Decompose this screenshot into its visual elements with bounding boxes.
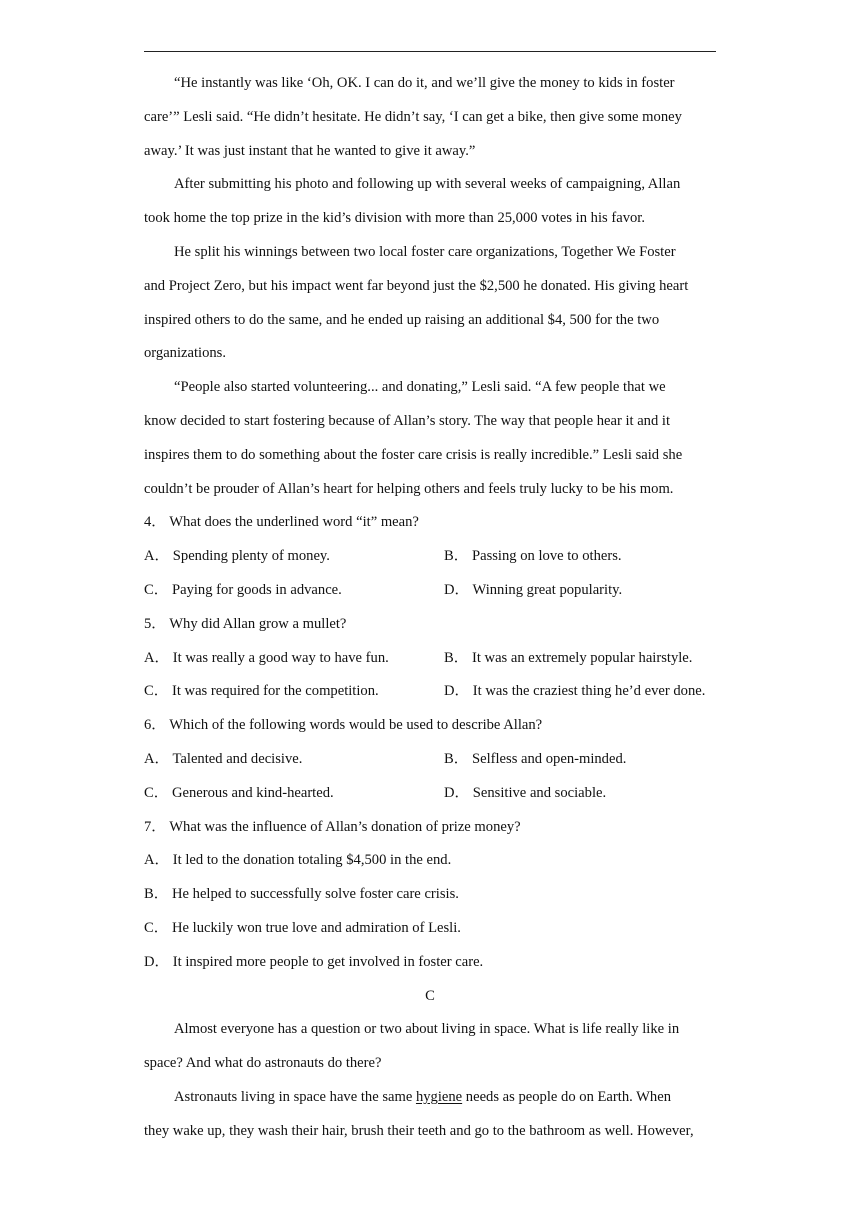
question-6-stem: 6． Which of the following words would be used to describe Allan?	[144, 717, 543, 733]
question-4-option-b: B． Passing on love to others.	[444, 548, 622, 564]
paragraph-line: away.’ It was just instant that he wanted to give it away.”	[144, 143, 476, 159]
question-6-option-a: A． Talented and decisive.	[144, 751, 303, 767]
paragraph-line: organizations.	[144, 345, 227, 361]
paragraph-line: couldn’t be prouder of Allan’s heart for helping others and feels truly lucky to be his mom.	[144, 481, 674, 497]
paragraph-line: Almost everyone has a question or two about living in space. What is life really like in	[174, 1021, 680, 1037]
paragraph-line: know decided to start fostering because of Allan’s story. The way that people hear it and it	[144, 413, 671, 429]
text-run: Astronauts living in space have the same	[174, 1089, 416, 1105]
question-6-option-c: C． Generous and kind-hearted.	[144, 785, 334, 801]
paragraph-line: inspired others to do the same, and he ended up raising an additional $4, 500 for the two	[144, 312, 660, 328]
question-4-option-a: A． Spending plenty of money.	[144, 548, 330, 564]
paragraph-line: After submitting his photo and following up with several weeks of campaigning, Allan	[174, 176, 681, 192]
header-rule	[144, 51, 716, 52]
question-7-option-d: D． It inspired more people to get involved in foster care.	[144, 954, 484, 970]
paragraph-line: “He instantly was like ‘Oh, OK. I can do it, and we’ll give the money to kids in foster	[174, 75, 675, 91]
question-5-stem: 5． Why did Allan grow a mullet?	[144, 616, 347, 632]
paragraph-line: took home the top prize in the kid’s division with more than 25,000 votes in his favor.	[144, 210, 645, 226]
paragraph-line: He split his winnings between two local foster care organizations, Together We Foster	[174, 244, 676, 260]
question-4-option-d: D． Winning great popularity.	[444, 582, 623, 598]
paragraph-line: and Project Zero, but his impact went far beyond just the $2,500 he donated. His giving heart	[144, 278, 689, 294]
question-5-option-c: C． It was required for the competition.	[144, 683, 379, 699]
question-7-option-b: B． He helped to successfully solve foster care crisis.	[144, 886, 459, 902]
paragraph-line: they wake up, they wash their hair, brush their teeth and go to the bathroom as well. However,	[144, 1123, 694, 1139]
paragraph-line	[174, 1087, 671, 1107]
question-5-option-b: B． It was an extremely popular hairstyle.	[444, 650, 693, 666]
question-7-option-c: C． He luckily won true love and admiration of Lesli.	[144, 920, 461, 936]
paragraph-line: care’” Lesli said. “He didn’t hesitate. He didn’t say, ‘I can get a bike, then give some money	[144, 109, 682, 125]
question-6-option-b: B． Selfless and open-minded.	[444, 751, 627, 767]
text-run: needs as people do on Earth. When	[462, 1089, 672, 1105]
question-5-option-d: D． It was the craziest thing he’d ever done.	[444, 683, 706, 699]
section-heading: C	[425, 988, 435, 1004]
paragraph-line: space? And what do astronauts do there?	[144, 1055, 382, 1071]
question-5-option-a: A． It was really a good way to have fun.	[144, 650, 389, 666]
question-4-option-c: C． Paying for goods in advance.	[144, 582, 342, 598]
question-6-option-d: D． Sensitive and sociable.	[444, 785, 607, 801]
paragraph-line: “People also started volunteering... and donating,” Lesli said. “A few people that we	[174, 379, 666, 395]
question-4-stem: 4． What does the underlined word “it” mean?	[144, 514, 419, 530]
question-7-option-a: A． It led to the donation totaling $4,500 in the end.	[144, 852, 452, 868]
question-7-stem: 7． What was the influence of Allan’s donation of prize money?	[144, 819, 521, 835]
underlined-word: hygiene	[415, 1089, 463, 1105]
paragraph-line: inspires them to do something about the foster care crisis is really incredible.” Lesli said she	[144, 447, 683, 463]
